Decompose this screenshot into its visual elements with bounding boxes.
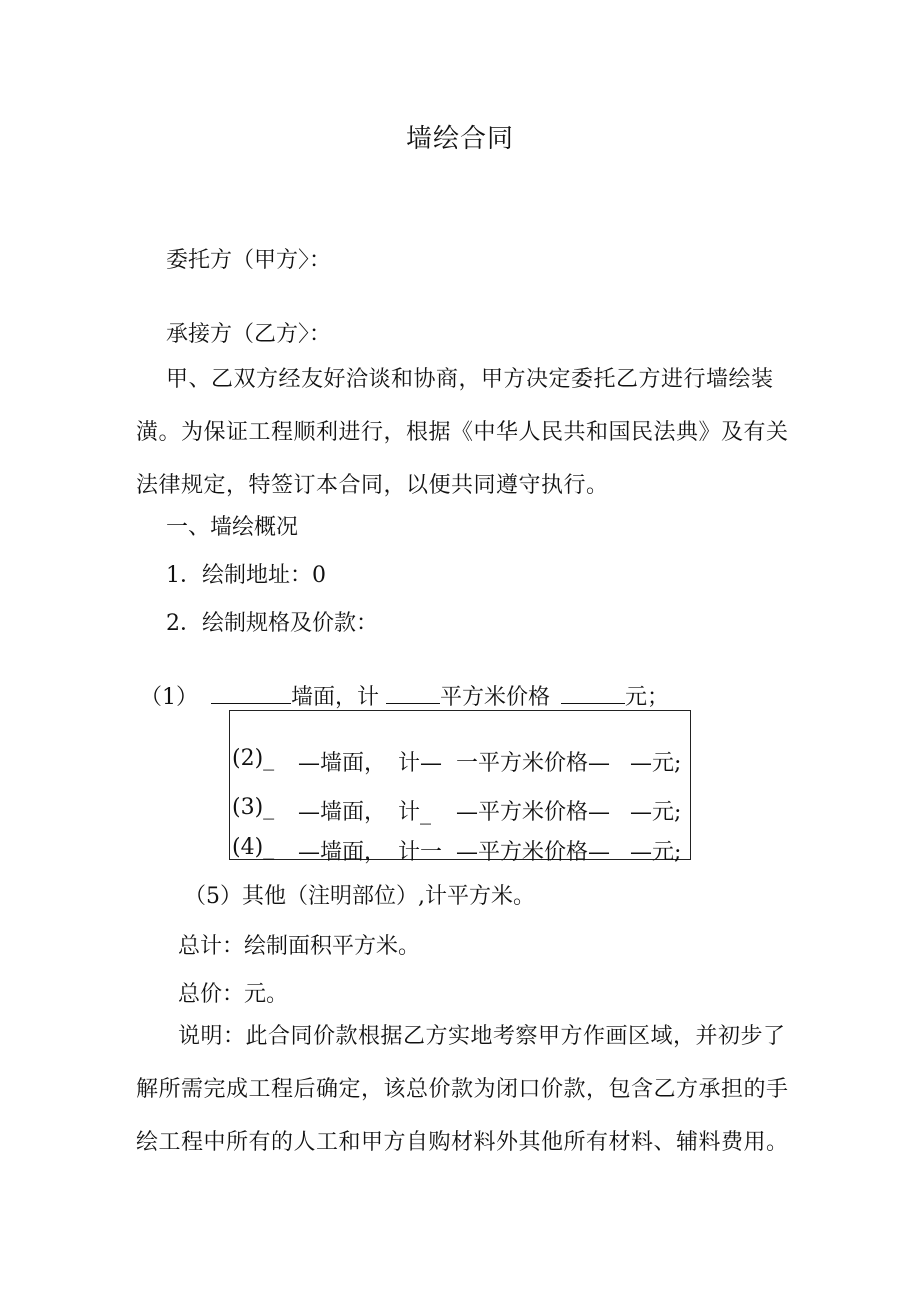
spec-price-item: 2．绘制规格及价款： [166,611,378,636]
other-item: （5）其他（注明部位）,计平方米。 [184,884,535,909]
row-area-label: 平方米价格 [440,685,551,710]
spec-row-1 [140,680,669,711]
party-b-label: 承接方（乙方〉： [166,322,332,347]
total-price-line: 总价：元。 [178,982,289,1007]
party-a-label: 委托方（甲方〉： [166,248,332,273]
intro-paragraph: 甲、乙双方经友好洽谈和协商，甲方决定委托乙方进行墙绘装潢。为保证工程顺利进行，根据《中华人民共和国民法典》及有关法律规定，特签订本合同，以便共同遵守执行。 [136,367,789,498]
row-area-label: —平方米价格— [456,800,611,825]
row-wall-label: 墙面，计 [291,685,380,710]
row-yuan-label: 元； [625,685,670,710]
row-ji-label: 计_ [398,800,432,825]
row-ji-label: 计一 [398,840,443,865]
document-title: 墙绘合同 [405,124,514,154]
blank-field [386,683,440,704]
row-yuan-label: —元; [630,751,682,776]
row-wall-label: —墙面， [298,800,387,825]
row-area-label: 一平方米价格— [456,751,611,776]
total-area-line: 总计：绘制面积平方米。 [178,934,421,959]
note-paragraph: 说明：此合同价款根据乙方实地考察甲方作画区域，并初步了解所需完成工程后确定，该总价款为闭口价款，包含乙方承担的手绘工程中所有的人工和甲方自购材料外其他所有材料、辅料费用。 [136,1024,789,1155]
blank-field [211,683,291,704]
row-number: (2)_ [232,746,275,771]
row-number: (3)_ [232,795,275,820]
section-heading: 一、墙绘概况 [166,515,299,540]
address-item: 1．绘制地址：0 [166,563,326,588]
row-number: (4)_ [232,835,275,860]
row-yuan-label: —元; [630,840,682,865]
row-ji-label: 计— [398,751,443,776]
blank-field [561,683,625,704]
row-wall-label: —墙面， [298,751,387,776]
row-area-label: —平方米价格— [456,840,611,865]
row-wall-label: —墙面， [298,840,387,865]
row-number: （1） [140,685,198,710]
row-yuan-label: —元; [630,800,682,825]
